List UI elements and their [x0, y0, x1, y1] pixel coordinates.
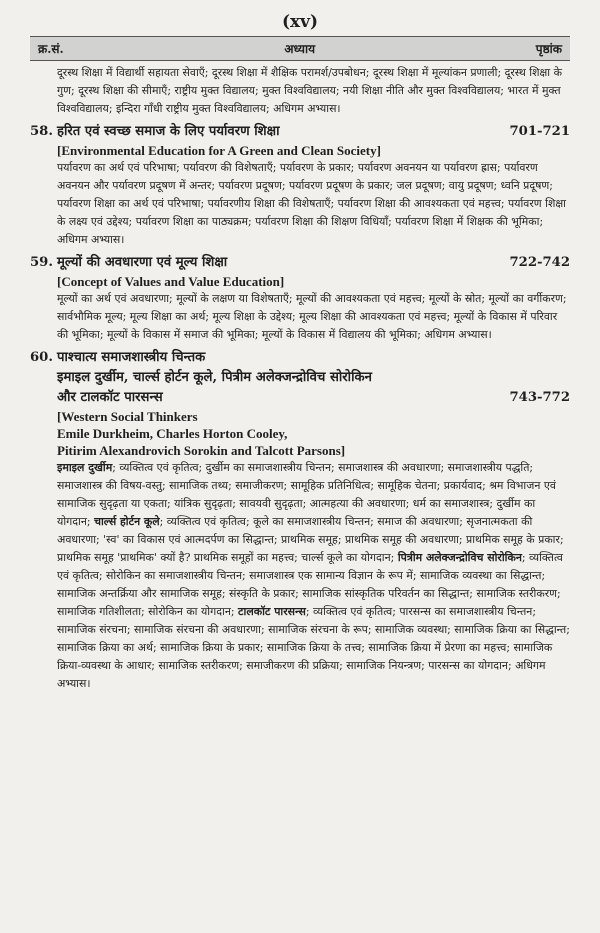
parsons-topics: ; व्यक्तित्व एवं कृतित्व; पारसन्स का समाजशास्त्रीय चिन्तन; सामाजिक संरचना; सामाजिक संरचना की अवधारणा; सामाजिक संरचना के रूप; सामाजिक व्यवस्था; सामाजिक क्रिया का सिद्धान्त; सामाजिक क्रिया का अर्थ; सामाजिक क्रिया के प्रकार; सामाजिक क्रिया के तत्त्व; सामाजिक क्रिया में प्रेरणा का महत्त्व; सामाजिक क्रिया-व्यवस्था के आधार; सामाजिक स्तरीकरण; समाजीकरण की प्रक्रिया; सामाजिक नियन्त्रण; पारसन्स का योगदान; अधिगम अभ्यास।	[57, 605, 570, 690]
thinker-name-parsons: टालकॉट पारसन्स	[238, 605, 306, 618]
header-serial: क्र.सं.	[38, 42, 64, 56]
english-title-line: Pitirim Alexandrovich Sorokin and Talcott Parsons]	[57, 443, 346, 458]
chapter-english-title: [Environmental Education for A Green and Clean Society]	[57, 143, 381, 158]
header-pages: पृष्ठांक	[535, 42, 562, 56]
chapter-number: 59.	[30, 255, 53, 270]
chapter-title: हरित एवं स्वच्छ समाज के लिए पर्यावरण शिक्षा	[57, 124, 280, 139]
chapter-topics: मूल्यों का अर्थ एवं अवधारणा; मूल्यों के लक्षण या विशेषताएँ; मूल्यों की आवश्यकता एवं महत्त्व; मूल्यों के स्रोत; मूल्यों का वर्गीकरण; सार्वभौमिक मूल्य; मूल्य शिक्षा का अर्थ; मूल्य शिक्षा के उद्देश्य; मूल्य शिक्षा की आवश्यकता एवं महत्त्व; मूल्यों के विकास में परिवार की भूमिका; मूल्यों के विकास में समाज की भूमिका; मूल्यों के विकास में विद्यालय की भूमिका; अधिगम अभ्यास।	[57, 292, 567, 341]
chapter-subtitle-line-2	[30, 388, 570, 408]
english-title-line: Emile Durkheim, Charles Horton Cooley,	[57, 426, 288, 441]
thinker-name-sorokin: पित्रीम अलेक्जन्द्रोविच सोरोकिन	[397, 551, 522, 564]
page-number: (xv)	[281, 12, 319, 32]
chapter-number: 58.	[30, 124, 53, 139]
durkheim-topics: ; व्यक्तित्व एवं कृतित्व; दुर्खीम का समाजशास्त्रीय चिन्तन; समाजशास्त्र की अवधारणा; समाजशास्त्रीय पद्धति; समाजशास्त्र की विषय-वस्तु; सामाजिक तथ्य; समाजीकरण; सामूहिक प्रतिनिधित्व; सामूहिक चेतना; प्रकार्यवाद; श्रम विभाजन एवं सामाजिक सुदृढ़ता या एकता; यांत्रिक सुदृढ़ता; सावयवी सुदृढ़ता; आत्महत्या की अवधारणा; धर्म का समाजशास्त्र; दुर्खीम का योगदान;	[57, 461, 556, 528]
chapter-english-title: [Concept of Values and Value Education]	[57, 274, 285, 289]
chapter-60	[30, 348, 570, 693]
thinker-name-cooley: चार्ल्स होर्टन कूले	[94, 515, 160, 528]
chapter-58	[30, 122, 570, 249]
sorokin-topics: ; व्यक्तित्व एवं कृतित्व; सोरोकिन का समाजशास्त्रीय चिन्तन; समाजशास्त्र एक सामान्य विज्ञान के रूप में; सामाजिक व्यवस्था का सिद्धान्त; सामाजिक अन्तर्क्रिया और सामाजिक समूह; संस्कृति के प्रकार; सामाजिक सांस्कृतिक परिवर्तन का सिद्धान्त; सामाजिक स्तरीकरण; सामाजिक गतिशीलता; सोरोकिन का योगदान;	[57, 551, 563, 618]
cooley-topics: ; व्यक्तित्व एवं कृतित्व; कूले का समाजशास्त्रीय चिन्तन; समाज की अवधारणा; सृजनात्मकता की अवधारणा; 'स्व' का विकास एवं आत्मदर्पण का सिद्धान्त; प्राथमिक समूह; प्राथमिक समूह की अवधारणा; प्राथमिक समूह के प्रकार; प्राथमिक समूह 'प्राथमिक' क्यों है? प्राथमिक समूहों का महत्त्व; चार्ल्स कूले का योगदान;	[57, 515, 564, 564]
prev-chapter-topics: दूरस्थ शिक्षा में विद्यार्थी सहायता सेवाएँ; दूरस्थ शिक्षा में शैक्षिक परामर्श/उपबोधन; दूरस्थ शिक्षा में मूल्यांकन प्रणाली; दूरस्थ शिक्षा के गुण; दूरस्थ शिक्षा की सीमाएँ; राष्ट्रीय मुक्त विद्यालय; मुक्त विश्वविद्यालय; नयी शिक्षा नीति और मुक्त विश्वविद्यालय; भारत में मुक्त विश्वविद्यालय; इन्दिरा गाँधी राष्ट्रीय मुक्त विश्वविद्यालय; अधिगम अभ्यास।	[57, 66, 562, 115]
chapter-59	[30, 253, 570, 344]
chapter-pages: 701-721	[509, 124, 570, 139]
chapter-subtitle-text: और टालकॉट पारसन्स	[57, 390, 163, 405]
thinker-name-durkheim: इमाइल दुर्खीम	[57, 461, 113, 474]
chapter-pages: 722-742	[509, 255, 570, 270]
chapter-title: मूल्यों की अवधारणा एवं मूल्य शिक्षा	[57, 255, 228, 270]
chapter-number: 60.	[30, 350, 53, 365]
chapter-subtitle-line-1	[30, 368, 570, 388]
chapter-pages: 743-772	[509, 390, 570, 405]
table-header	[30, 36, 570, 61]
chapter-topics: पर्यावरण का अर्थ एवं परिभाषा; पर्यावरण की विशेषताएँ; पर्यावरण के प्रकार; पर्यावरण अवनयन या पर्यावरण ह्रास; पर्यावरण अवनयन और पर्यावरण प्रदूषण में अन्तर; पर्यावरण प्रदूषण; पर्यावरण प्रदूषण के प्रकार; जल प्रदूषण; वायु प्रदूषण; ध्वनि प्रदूषण; पर्यावरण शिक्षा का अर्थ एवं परिभाषा; पर्यावरणीय शिक्षा की विशेषताएँ; पर्यावरण शिक्षा की आवश्यकता एवं महत्त्व; पर्यावरण शिक्षा के लक्ष्य एवं उद्देश्य; पर्यावरण शिक्षा का पाठ्यक्रम; पर्यावरण शिक्षा की शिक्षण विधियाँ; पर्यावरण शिक्षा में शिक्षक की भूमिका; अधिगम अभ्यास।	[57, 161, 566, 246]
header-chapter: अध्याय	[284, 42, 316, 56]
english-title-line: [Western Social Thinkers	[57, 409, 198, 424]
chapter-topics	[30, 459, 570, 693]
chapter-subtitle-text: इमाइल दुर्खीम, चार्ल्स होर्टन कूले, पित्रीम अलेक्जन्द्रोविच सोरोकिन	[57, 370, 372, 385]
chapter-english-title	[30, 408, 570, 459]
chapter-title: पाश्चात्य समाजशास्त्रीय चिन्तक	[57, 350, 206, 365]
